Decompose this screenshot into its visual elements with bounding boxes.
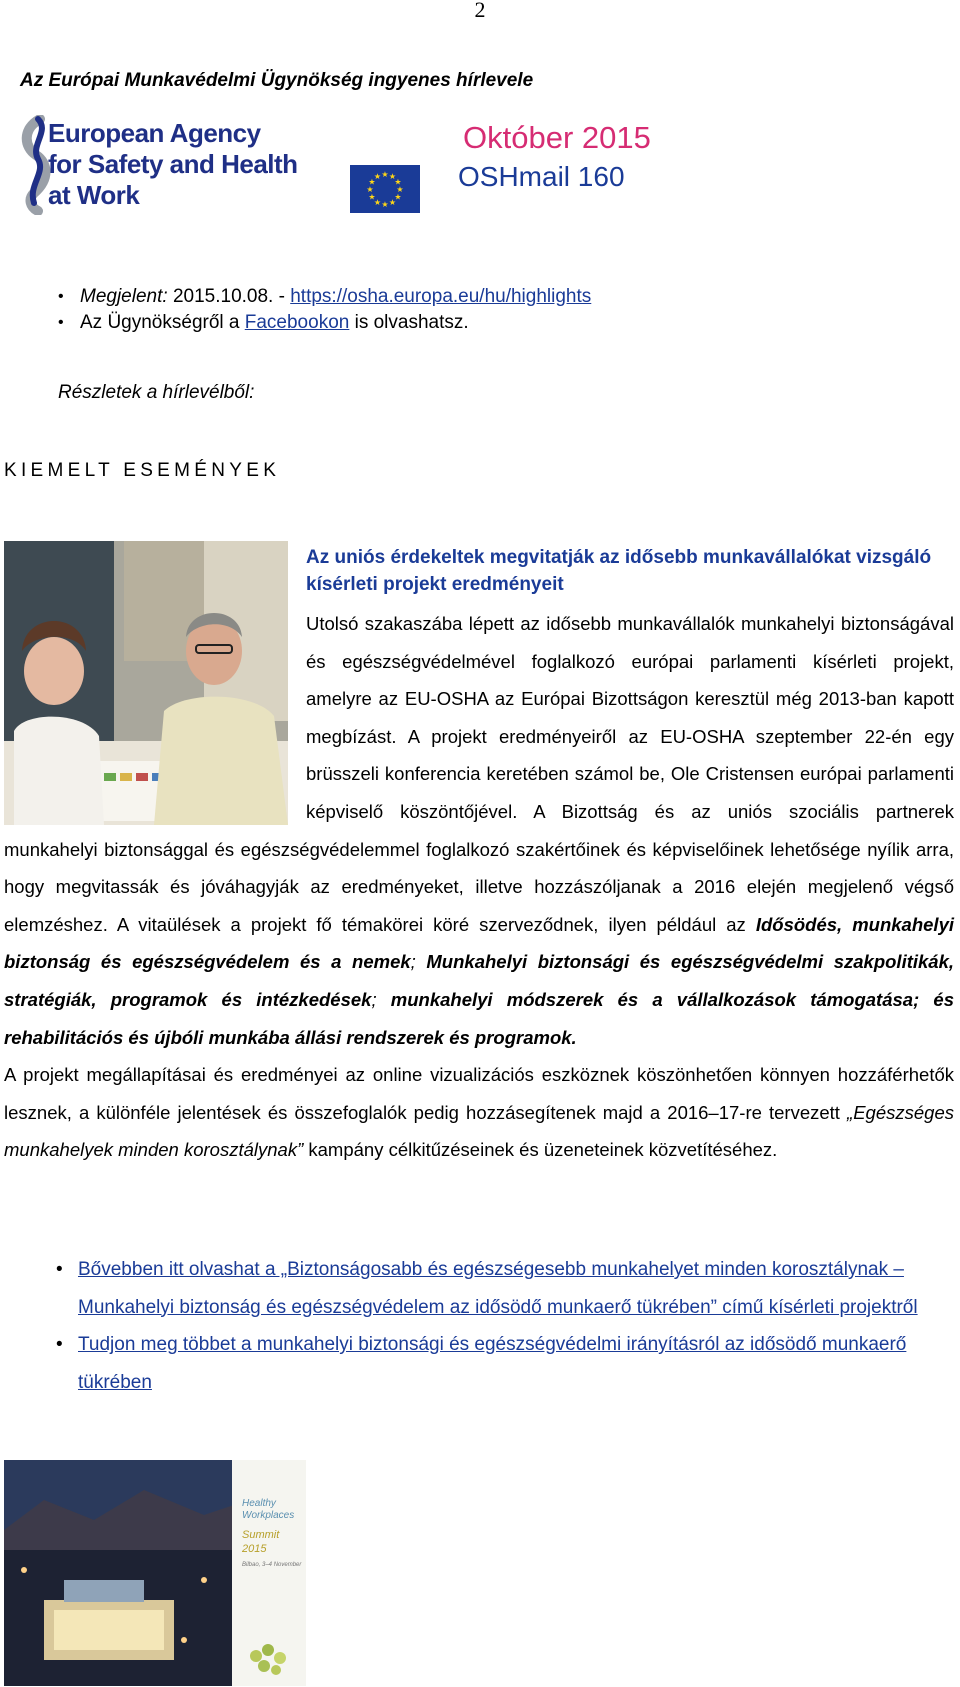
- summit-line-1: Healthy: [242, 1498, 276, 1509]
- agency-logo-text: [48, 118, 298, 211]
- list-item: [56, 1326, 926, 1401]
- topic-policies: Munkahelyi biztonsági és egészségvédelmi szakpolitikák, stratégiák, programok és intézkedések: [4, 951, 955, 1010]
- facebook-link[interactable]: Facebookon: [244, 312, 350, 333]
- article-paragraph: A projekt megállapításai és eredményei az online vizualizációs eszköznek köszönhetően könnyen hozzáférhetők lesznek, a különféle jelentések és összefoglalók pedig hozzásegítenek majd a 2016–17-re tervezett: [4, 1064, 954, 1123]
- eu-star-icon: ★: [388, 197, 397, 207]
- eu-star-icon: ★: [394, 177, 402, 187]
- list-item: [58, 310, 591, 336]
- details-intro: Részletek a hírlevélből:: [58, 382, 255, 403]
- eu-star-icon: ★: [394, 192, 402, 202]
- related-links: [56, 1251, 926, 1401]
- summit-line-3: Summit: [242, 1529, 280, 1541]
- eu-star-icon: ★: [373, 172, 382, 182]
- logo-line: for Safety and Health: [48, 149, 298, 179]
- section-heading: KIEMELT ESEMÉNYEK: [4, 460, 281, 481]
- newsletter-title: Az Európai Munkavédelmi Ügynökség ingyenes hírlevele: [20, 70, 534, 91]
- topic-separator: ;: [410, 951, 427, 973]
- eu-star-icon: ★: [368, 177, 376, 187]
- pilot-project-link[interactable]: Bővebben itt olvashat a „Biztonságosabb és egészségesebb munkahelyet minden korosztálynak – Munkahelyi biztonság és egészségvédelem az idősödő munkaerő tükrében” című kísérleti projektről: [78, 1259, 918, 1318]
- facebook-prefix: Az Ügynökségről a: [80, 312, 245, 333]
- article-paragraph: kampány célkitűzéseinek és üzeneteinek közvetítéséhez.: [303, 1139, 778, 1161]
- meta-list: [58, 284, 591, 336]
- article-paragraph: Utolsó szakaszába lépett az idősebb munkavállalók munkahelyi biztonságával és egészségvédelmével foglalkozó európai parlamenti kísérleti projekt, amelyre az EU-OSHA az Európai Bizottságon keresztül még 2013-ban kapott megbízást. A projekt eredményeiről az EU-OSHA szeptember 22-én egy brüsszeli konferencia keretében számol be, Ole Cristensen európai parlamenti képviselő köszöntőjével. A Bizottság és az uniós szociális partnerek munkahelyi biztonsággal és egészségvédelemmel foglalkozó szakértőinek és képviselőinek lehetősége nyílik arra, hogy megvitassák és jóváhagyják az eredményeket, illetve hozzászóljanak a 2016 elején megjelenő végső elemzéshez. A vitaülések a projekt fő témakörei köré szerveződnek, ilyen például az: [4, 613, 954, 935]
- article-body: [4, 605, 954, 1169]
- edition-month: Október 2015: [463, 120, 651, 155]
- list-item: [56, 1251, 926, 1326]
- campaign-name: „Egészséges munkahelyek minden korosztálynak”: [4, 1101, 954, 1161]
- published-date: 2015.10.08. -: [167, 286, 291, 307]
- highlights-link[interactable]: https://osha.europa.eu/hu/highlights: [290, 286, 592, 307]
- topic-separator: ;: [371, 988, 391, 1010]
- logo-line: at Work: [48, 180, 140, 210]
- osh-management-link[interactable]: Tudjon meg többet a munkahelyi biztonsági és egészségvédelmi irányításról az idősödő munkaerő tükrében: [78, 1334, 907, 1393]
- article-title: Az uniós érdekeltek megvitatják az idősebb munkavállalókat vizsgáló kísérleti projekt eredményeit: [306, 547, 932, 595]
- eu-star-icon: ★: [381, 170, 389, 179]
- topic-methods: munkahelyi módszerek és a vállalkozások támogatása; és rehabilitációs és újbóli munkába állási rendszerek és programok.: [4, 988, 954, 1048]
- eu-star-icon: ★: [373, 197, 382, 207]
- eu-star-icon: ★: [368, 192, 376, 202]
- edition-issue: OSHmail 160: [458, 161, 625, 192]
- summit-line-5: Bilbao, 3–4 November: [242, 1562, 302, 1568]
- eu-star-icon: ★: [388, 172, 397, 182]
- logo-line: European Agency: [48, 118, 261, 148]
- eu-star-icon: ★: [366, 185, 374, 194]
- topic-ageing: Idősödés, munkahelyi biztonság és egészségvédelem és a nemek: [4, 913, 954, 973]
- summit-photo: [4, 1460, 306, 1686]
- summit-line-4: 2015: [242, 1543, 267, 1555]
- eu-star-icon: ★: [381, 200, 389, 209]
- facebook-suffix: is olvashatsz.: [349, 312, 469, 333]
- image-spacer: [4, 605, 306, 830]
- eu-flag-icon: [350, 165, 420, 213]
- page-number: 2: [474, 0, 486, 22]
- eu-star-icon: ★: [396, 185, 404, 194]
- list-item: [58, 284, 591, 310]
- summit-line-2: Workplaces: [242, 1510, 295, 1521]
- published-label: Megjelent:: [80, 286, 168, 307]
